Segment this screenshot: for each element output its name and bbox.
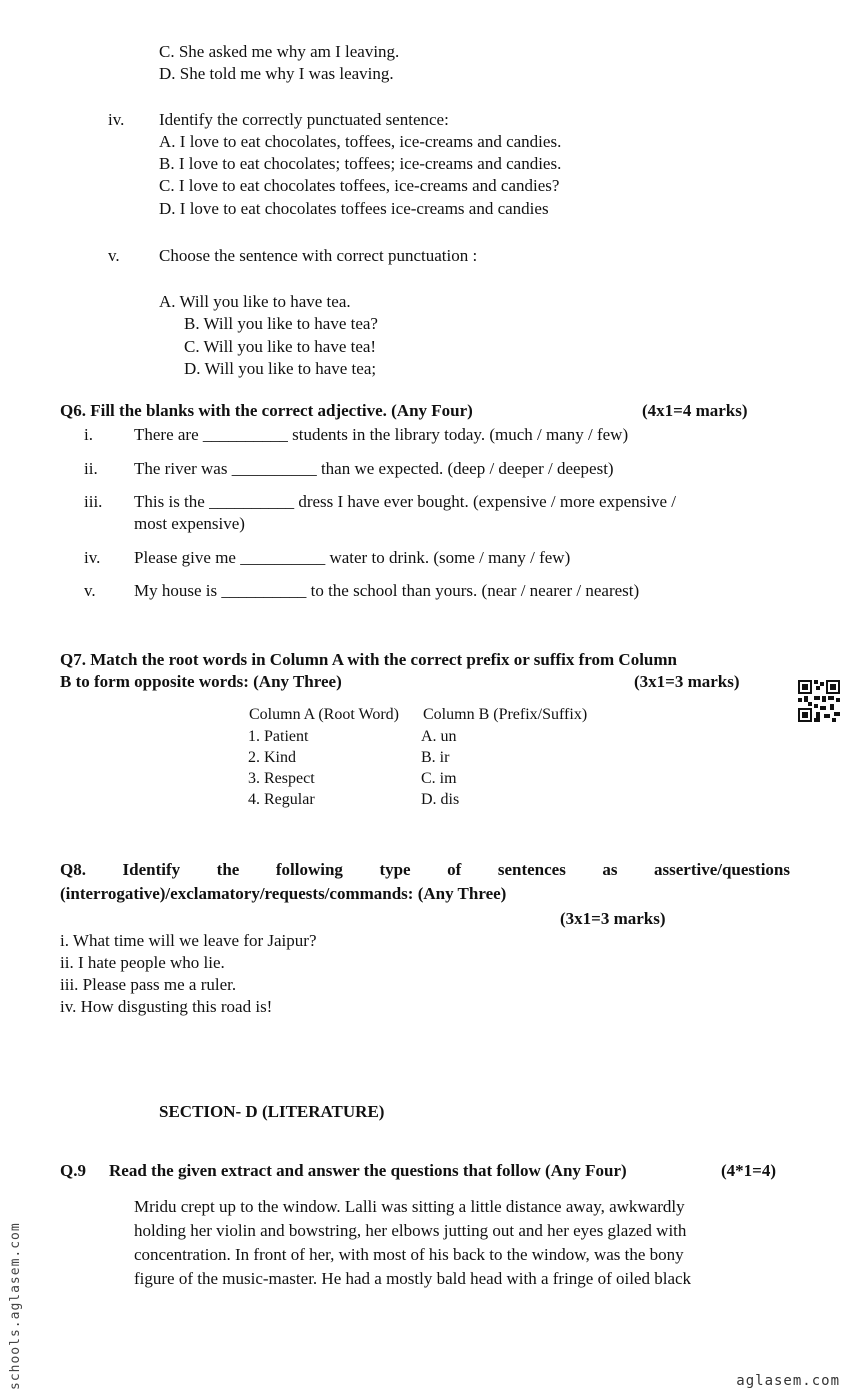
option-d: D. She told me why I was leaving. — [159, 64, 394, 83]
column-a-item: 1. Patient — [248, 728, 309, 745]
q9-number: Q.9 — [60, 1161, 86, 1180]
q6-title: Q6. Fill the blanks with the correct adjective. (Any Four) — [60, 401, 473, 420]
question-stem: Identify the correctly punctuated sentence: — [159, 110, 449, 129]
option-b: B. I love to eat chocolates; toffees; ice-creams and candies. — [159, 154, 562, 173]
question-number: v. — [108, 246, 120, 265]
footer-watermark: aglasem.com — [736, 1373, 840, 1389]
sentence-item: ii. I hate people who lie. — [60, 953, 225, 972]
side-watermark: schools.aglasem.com — [8, 1222, 23, 1390]
item-text-continued: most expensive) — [134, 514, 245, 533]
extract-line: holding her violin and bowstring, her elbows jutting out and her eyes glazed with — [134, 1221, 687, 1240]
section-heading: SECTION- D (LITERATURE) — [159, 1102, 385, 1121]
extract-line: Mridu crept up to the window. Lalli was sitting a little distance away, awkwardly — [134, 1197, 685, 1216]
qr-code-icon — [798, 680, 840, 722]
item-text: Please give me __________ water to drink. (some / many / few) — [134, 548, 571, 567]
item-number: iii. — [84, 492, 103, 511]
column-b-item: B. ir — [421, 749, 450, 766]
q9-marks: (4*1=4) — [721, 1161, 777, 1180]
column-a-header: Column A (Root Word) — [249, 706, 399, 723]
option-d: D. Will you like to have tea; — [184, 359, 377, 378]
column-b-item: A. un — [421, 728, 457, 745]
column-b-item: D. dis — [421, 791, 460, 808]
column-a-item: 4. Regular — [248, 791, 315, 808]
q9-title: Read the given extract and answer the questions that follow (Any Four) — [109, 1161, 627, 1180]
item-number: iv. — [84, 548, 101, 567]
q8-title-line2: (interrogative)/exclamatory/requests/commands: (Any Three) — [60, 884, 507, 903]
option-c: C. Will you like to have tea! — [184, 337, 377, 356]
column-a-item: 3. Respect — [248, 770, 315, 787]
item-text: This is the __________ dress I have ever bought. (expensive / more expensive / — [134, 492, 676, 511]
item-number: ii. — [84, 459, 98, 478]
item-number: i. — [84, 425, 93, 444]
item-number: v. — [84, 581, 96, 600]
extract-line: figure of the music-master. He had a mostly bald head with a fringe of oiled black — [134, 1269, 692, 1288]
option-b: B. Will you like to have tea? — [184, 314, 378, 333]
option-c: C. She asked me why am I leaving. — [159, 42, 400, 61]
column-a-item: 2. Kind — [248, 749, 296, 766]
question-number: iv. — [108, 110, 125, 129]
sentence-item: iii. Please pass me a ruler. — [60, 975, 237, 994]
item-text: There are __________ students in the library today. (much / many / few) — [134, 425, 629, 444]
sentence-item: i. What time will we leave for Jaipur? — [60, 931, 317, 950]
item-text: The river was __________ than we expected. (deep / deeper / deepest) — [134, 459, 614, 478]
q7-title-line2: B to form opposite words: (Any Three) — [60, 672, 342, 691]
column-b-header: Column B (Prefix/Suffix) — [423, 706, 588, 723]
option-a: A. Will you like to have tea. — [159, 292, 351, 311]
q8-marks: (3x1=3 marks) — [560, 909, 666, 928]
item-text: My house is __________ to the school than yours. (near / nearer / nearest) — [134, 581, 640, 600]
option-c: C. I love to eat chocolates toffees, ice-creams and candies? — [159, 176, 560, 195]
option-d: D. I love to eat chocolates toffees ice-creams and candies — [159, 199, 549, 218]
q6-marks: (4x1=4 marks) — [642, 401, 748, 420]
q7-marks: (3x1=3 marks) — [634, 672, 740, 691]
sentence-item: iv. How disgusting this road is! — [60, 997, 273, 1016]
q8-title: Q8. Identify the following type of sentences as assertive/questions — [60, 860, 790, 879]
question-stem: Choose the sentence with correct punctuation : — [159, 246, 478, 265]
q7-title: Q7. Match the root words in Column A with the correct prefix or suffix from Column — [60, 650, 677, 669]
extract-line: concentration. In front of her, with most of his back to the window, was the bony — [134, 1245, 684, 1264]
option-a: A. I love to eat chocolates, toffees, ice-creams and candies. — [159, 132, 562, 151]
column-b-item: C. im — [421, 770, 457, 787]
